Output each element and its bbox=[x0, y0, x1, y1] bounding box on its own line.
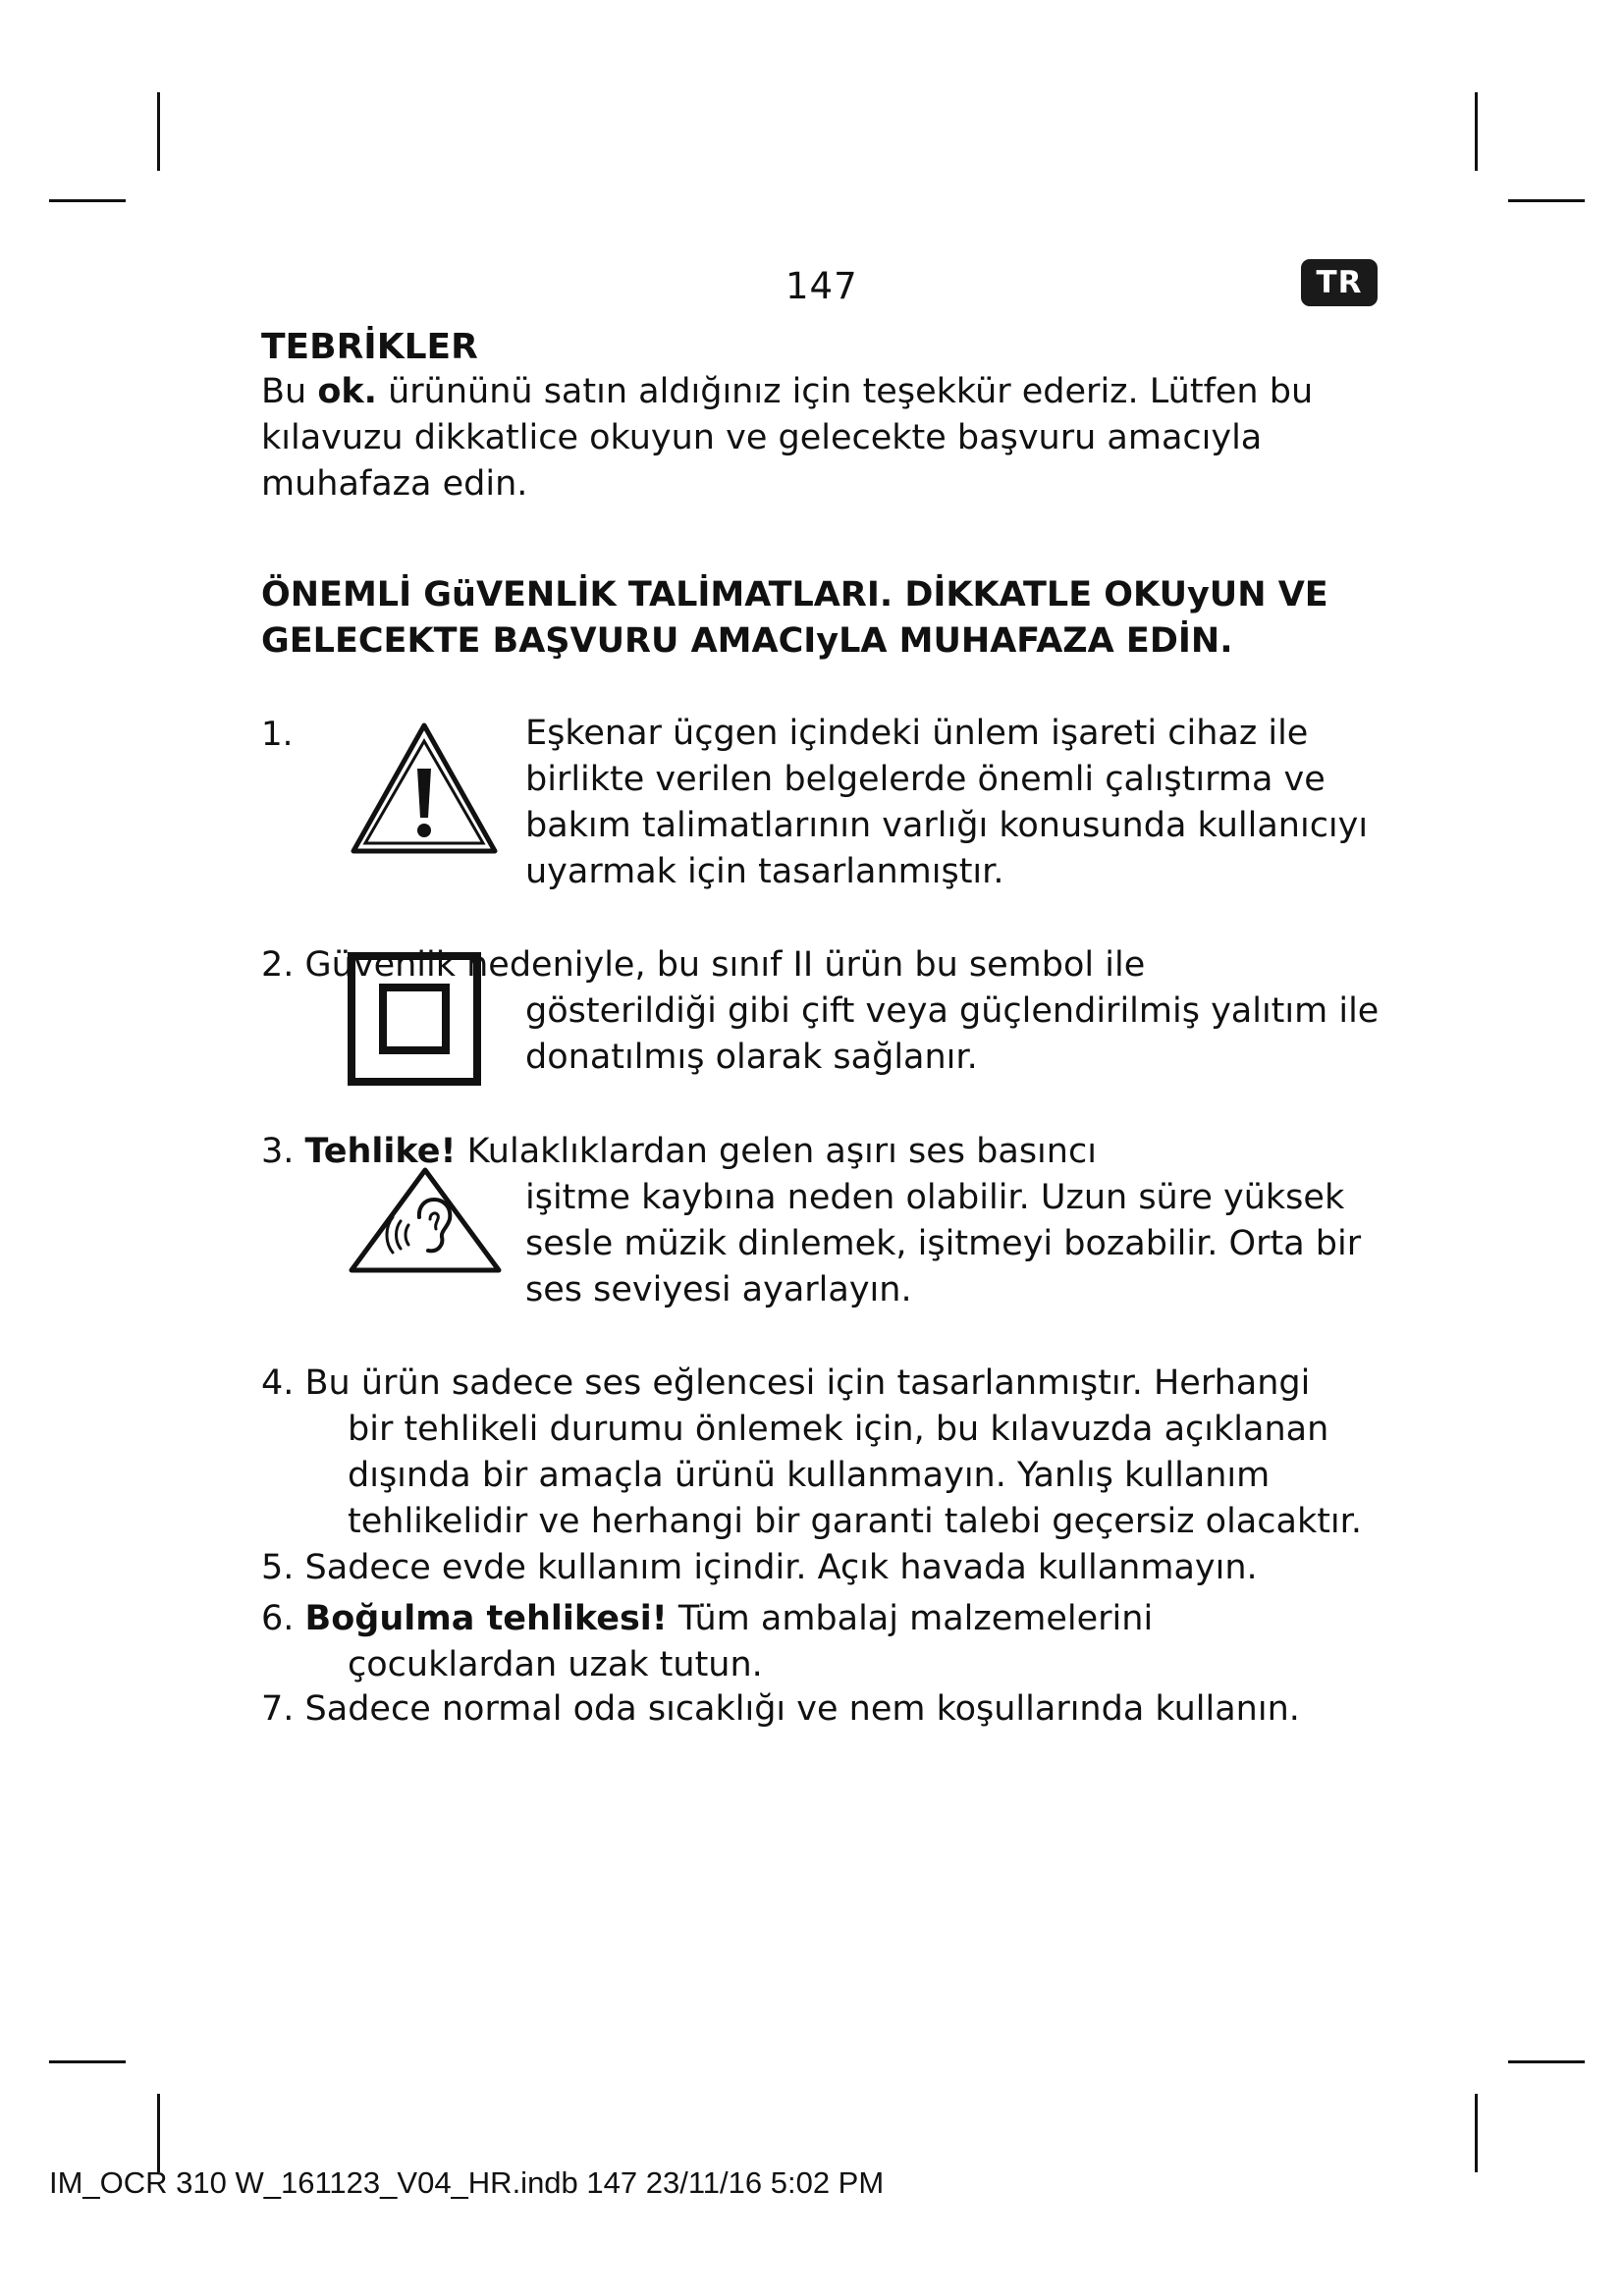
page-number: 147 bbox=[785, 265, 858, 307]
item-number: 2. bbox=[261, 945, 295, 985]
item-number: 6. bbox=[261, 1599, 295, 1638]
danger-label: Tehlike! bbox=[304, 1132, 457, 1171]
ear-sound-warning-icon bbox=[348, 1166, 503, 1274]
intro-line: kılavuzu dikkatlice okuyun ve gelecekte başvuru amacıyla bbox=[261, 418, 1263, 457]
item-1-line: bakım talimatlarının varlığı konusunda kullanıcıyı bbox=[525, 806, 1369, 845]
item-4-first-text: Bu ürün sadece ses eğlencesi için tasarlanmıştır. Herhangi bbox=[304, 1363, 1311, 1403]
safety-heading bbox=[261, 572, 1328, 665]
print-slug: IM_OCR 310 W_161123_V04_HR.indb 147 23/11/16 5:02 PM bbox=[49, 2165, 885, 2200]
item-2-line: gösterildiği gibi çift veya güçlendirilmiş yalıtım ile bbox=[525, 991, 1380, 1031]
item-6 bbox=[261, 1596, 1153, 1688]
item-1-line: Eşkenar üçgen içindeki ünlem işareti cihaz ile bbox=[525, 714, 1309, 753]
intro-prefix: Bu bbox=[261, 372, 318, 411]
section-title: TEBRİKLER bbox=[261, 327, 478, 367]
item-4-line: tehlikelidir ve herhangi bir garanti talebi geçersiz olacaktır. bbox=[348, 1502, 1362, 1541]
crop-mark bbox=[49, 199, 126, 202]
item-5-text: Sadece evde kullanım içindir. Açık havada kullanmayın. bbox=[304, 1548, 1258, 1587]
item-number: 1. bbox=[261, 715, 294, 754]
intro-line: muhafaza edin. bbox=[261, 464, 528, 504]
item-5 bbox=[261, 1545, 1258, 1591]
item-4-line: bir tehlikeli durumu önlemek için, bu kılavuzda açıklanan bbox=[348, 1410, 1329, 1449]
crop-mark bbox=[157, 2094, 160, 2172]
intro-rest: ürününü satın aldığınız için teşekkür ederiz. Lütfen bu bbox=[376, 372, 1314, 411]
item-6-line: çocuklardan uzak tutun. bbox=[348, 1645, 763, 1684]
item-number: 4. bbox=[261, 1363, 295, 1403]
item-6-first-line bbox=[261, 1596, 1153, 1642]
item-3-line: işitme kaybına neden olabilir. Uzun süre yüksek bbox=[525, 1178, 1345, 1217]
item-1-line: birlikte verilen belgelerde önemli çalıştırma ve bbox=[525, 760, 1326, 799]
intro-line bbox=[261, 369, 1313, 415]
choking-hazard-label: Boğulma tehlikesi! bbox=[304, 1599, 668, 1638]
item-4-line: dışında bir amaçla ürünü kullanmayın. Yanlış kullanım bbox=[348, 1456, 1271, 1495]
item-2 bbox=[261, 942, 1145, 988]
warning-triangle-icon bbox=[348, 720, 501, 857]
item-3-line: sesle müzik dinlemek, işitmeyi bozabilir. Orta bir bbox=[525, 1224, 1362, 1263]
crop-mark bbox=[1508, 199, 1585, 202]
crop-mark bbox=[157, 92, 160, 171]
intro-paragraph bbox=[261, 369, 1313, 507]
crop-mark bbox=[1475, 92, 1478, 171]
item-7-text: Sadece normal oda sıcaklığı ve nem koşullarında kullanın. bbox=[304, 1689, 1300, 1729]
item-1-line: uyarmak için tasarlanmıştır. bbox=[525, 852, 1004, 891]
item-3 bbox=[261, 1129, 1097, 1175]
item-6-first-text: Tüm ambalaj malzemelerini bbox=[667, 1599, 1154, 1638]
item-3-line: ses seviyesi ayarlayın. bbox=[525, 1270, 912, 1309]
crop-mark bbox=[49, 2060, 126, 2063]
item-number: 5. bbox=[261, 1548, 295, 1587]
item-number: 7. bbox=[261, 1689, 295, 1729]
item-number: 3. bbox=[261, 1132, 295, 1171]
item-3-text bbox=[525, 1175, 1361, 1313]
brand-name: ok. bbox=[317, 372, 377, 411]
item-2-first-line: Güvenlik nedeniyle, bu sınıf II ürün bu sembol ile bbox=[304, 945, 1146, 985]
language-badge: TR bbox=[1301, 259, 1378, 306]
crop-mark bbox=[1508, 2060, 1585, 2063]
item-3-first-line: Kulaklıklardan gelen aşırı ses basıncı bbox=[456, 1132, 1097, 1171]
item-4-first-line bbox=[261, 1361, 1362, 1407]
item-7 bbox=[261, 1686, 1300, 1733]
safety-heading-line: ÖNEMLİ GüVENLİK TALİMATLARI. DİKKATLE OKUyUN VE bbox=[261, 575, 1328, 614]
crop-mark bbox=[1475, 2094, 1478, 2172]
item-2-line: donatılmış olarak sağlanır. bbox=[525, 1038, 978, 1077]
item-2-text bbox=[525, 988, 1379, 1081]
safety-heading-line: GELECEKTE BAŞVURU AMACIyLA MUHAFAZA EDİN. bbox=[261, 621, 1233, 661]
item-4 bbox=[261, 1361, 1362, 1545]
item-1-text bbox=[525, 711, 1368, 895]
